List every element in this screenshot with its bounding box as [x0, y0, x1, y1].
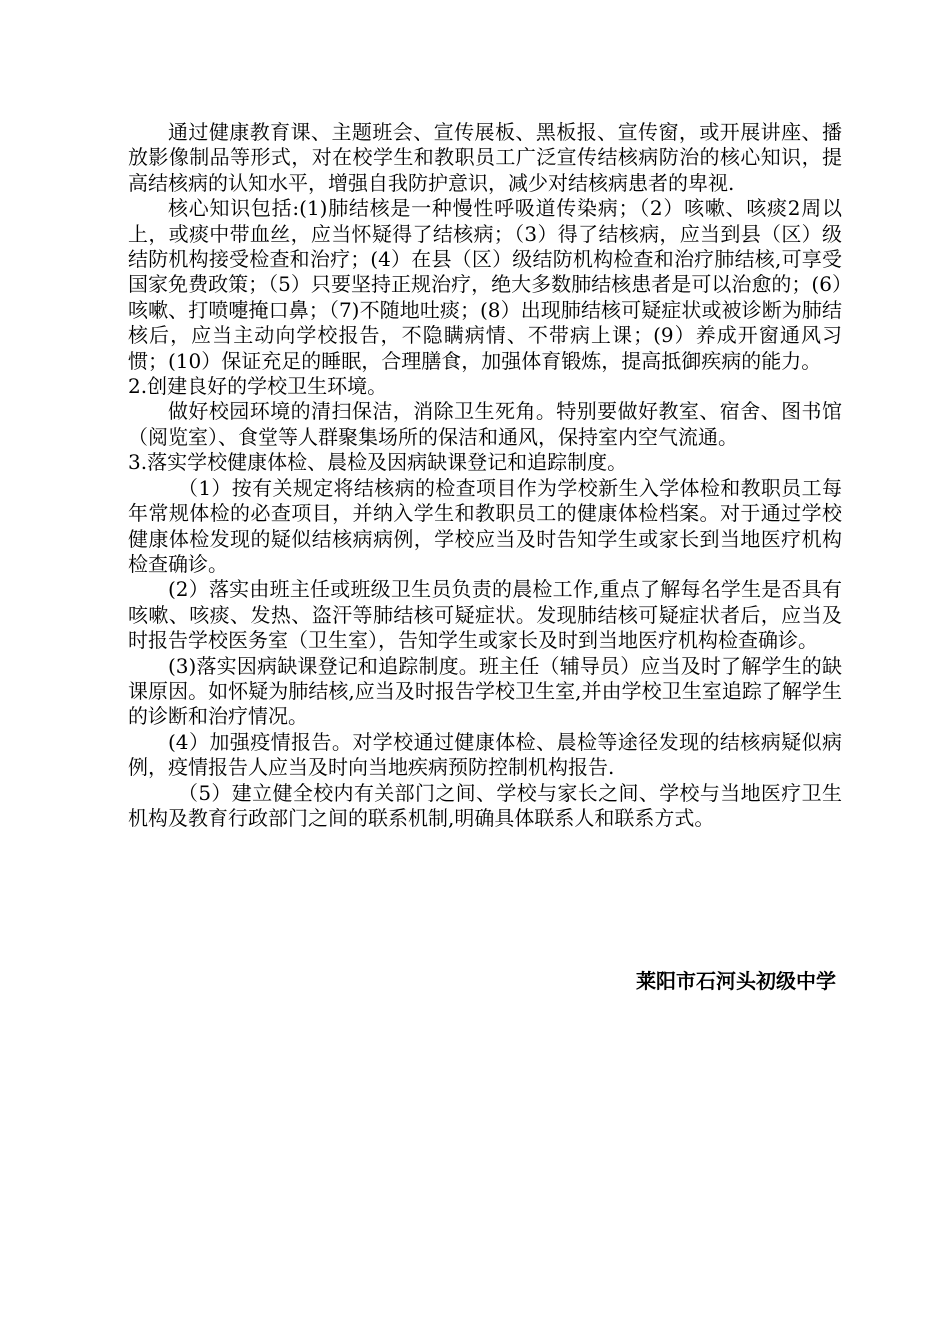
- school-signature: 莱阳市石河头初级中学: [636, 969, 836, 993]
- section-heading-checkups: 3.落实学校健康体检、晨检及因病缺课登记和追踪制度。: [128, 450, 628, 475]
- paragraph-environment: 做好校园环境的清扫保洁，消除卫生死角。特别要做好教室、宿舍、图书馆（阅览室）、食堂等人群聚集场所的保洁和通风，保持室内空气流通。: [128, 399, 842, 449]
- list-item-2: (2）落实由班主任或班级卫生员负责的晨检工作,重点了解每名学生是否具有咳嗽、咳痰、发热、盗汗等肺结核可疑症状。发现肺结核可疑症状者后，应当及时报告学校医务室（卫生室），告知学生或家长及时到当地医疗机构检查确诊。: [128, 577, 842, 653]
- list-item-4: (4）加强疫情报告。对学校通过健康体检、晨检等途径发现的结核病疑似病例，疫情报告人应当及时向当地疾病预防控制机构报告.: [128, 729, 842, 780]
- list-item-5: （5）建立健全校内有关部门之间、学校与家长之间、学校与当地医疗卫生机构及教育行政部门之间的联系机制,明确具体联系人和联系方式。: [128, 780, 842, 830]
- document-body: [128, 120, 842, 831]
- section-heading-environment: 2.创建良好的学校卫生环境。: [128, 374, 388, 399]
- paragraph-health-education: 通过健康教育课、主题班会、宣传展板、黑板报、宣传窗，或开展讲座、播放影像制品等形式，对在校学生和教职员工广泛宣传结核病防治的核心知识，提高结核病的认知水平，增强自我防护意识，减少对结核病患者的卑视.: [128, 120, 842, 195]
- paragraph-core-knowledge: 核心知识包括:(1)肺结核是一种慢性呼吸道传染病；（2）咳嗽、咳痰2周以上，或痰中带血丝，应当怀疑得了结核病；（3）得了结核病，应当到县（区）级结防机构接受检查和治疗；(4）在县（区）级结防机构检查和治疗肺结核,可享受国家免费政策；（5）只要坚持正规治疗，绝大多数肺结核患者是可以治愈的；(6）咳嗽、打喷嚏掩口鼻；（7)不随地吐痰；(8）出现肺结核可疑症状或被诊断为肺结核后，应当主动向学校报告，不隐瞒病情、不带病上课；(9）养成开窗通风习惯；(10）保证充足的睡眠，合理膳食，加强体育锻炼，提高抵御疾病的能力。: [128, 196, 842, 373]
- list-item-3: (3)落实因病缺课登记和追踪制度。班主任（辅导员）应当及时了解学生的缺课原因。如怀疑为肺结核,应当及时报告学校卫生室,并由学校卫生室追踪了解学生的诊断和治疗情况。: [128, 653, 842, 729]
- list-item-1: （1）按有关规定将结核病的检查项目作为学校新生入学体检和教职员工每年常规体检的必查项目，并纳入学生和教职员工的健康体检档案。对于通过学校健康体检发现的疑似结核病病例，学校应当及时告知学生或家长到当地医疗机构检查确诊。: [128, 475, 842, 576]
